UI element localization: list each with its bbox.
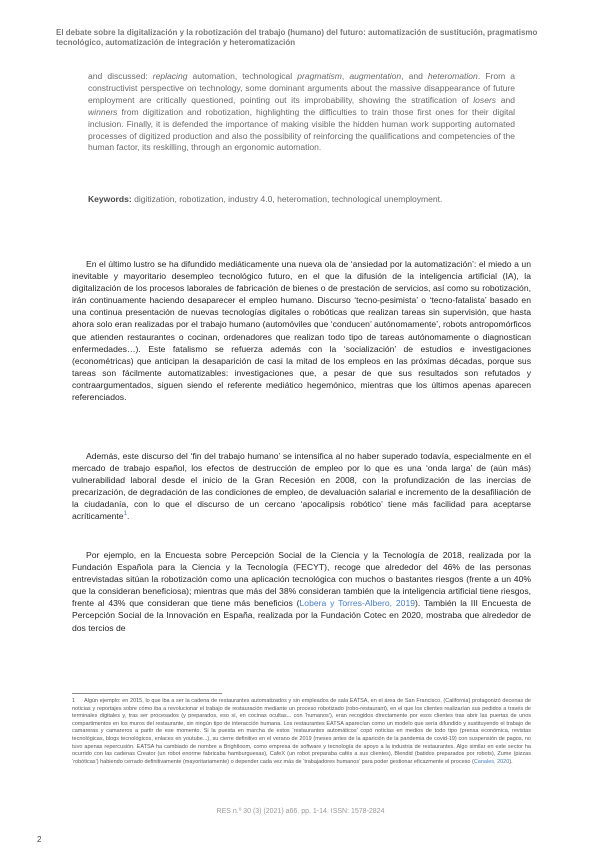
keywords-label: Keywords: <box>88 194 132 204</box>
body-paragraph-2: Además, este discurso del ‘fin del trabajo humano’ se intensifica al no haber superado todavía, especialmente en el mercado de trabajo español, los efectos de destrucción de empleo por lo que es una ‘onda larga’ de (aún más) vulnerabilidad laboral desde el inicio de la Gran Recesión en 2008, con la profundización de las inercias de precarización, de degradación de las condiciones de empleo, de devaluación salarial e incremento de la desafiliación de la ciudadanía, con lo que el discurso de un cercano ‘apocalipsis robótico’ tiene más facilidad para aceptarse acríticamente$^1$. <box>72 451 531 522</box>
journal-citation-footer: RES n.º 30 (3) (2021) a66. pp. 1-14. ISSN: 1578-2824 <box>216 808 385 815</box>
footnote-1: 1 Algún ejemplo: en 2015, lo que iba a ser la cadena de restaurantes automatizados y sin empleados de sala EATSA, en el área de San Francisco, (California) protagonizó decenas de noticias y reportajes sobre cómo iba a revolucionar el trabajo de restauración mediante un proceso robotizado (robo-restaurant), en el que los clientes realizarían sus pedidos a través de terminales digitales y, tras ser procesados (y preparados, eso sí, en cocinas ocultas... con ‘humanos’), eran recogidos directamente por esos clientes tras abrir las puertas de unos compartimentos en los muros del restaurante, sin ningún tipo de interacción humana. Los restaurantes EATSA aparecían como un modelo que sería difundido y sustituyendo el trabajo de camareras y camareros a partir de ese momento. Si la puesta en marcha de estos ‘restaurantes automáticos’ copó noticias en medios de todo tipo (prensa económica, revistas tecnológicas, blogs tecnológicos, enlaces en youtube...), su cierre definitivo en el verano de 2019 (meses antes de la aparición de la pandemia de covid-19) con suspensión de pagos, no tuvo apenas repercusión. EATSA ha cambiado de nombre a Brightloom, como empresa de software y tecnología de apoyo a la industria de restaurantes. Algo similar en este sector ha ocurrido con las cadenas Creator (un robot enorme fabricaba hamburguesas), CafeX (un robot preparaba cafés a sus clientes), Blendid (batidos preparados por robots), Zume (pizzas ‘robóticas’) habiendo cerrado definitivamente (mayoritariamente) o depender cada vez más de ‘trabajadores humanos’ para poder gestionar eficazmente el proceso (Canales, 2020). <box>72 698 531 765</box>
footnote-number: 1 <box>72 698 76 704</box>
citation-link-lobera[interactable]: Lobera y Torres-Albero, 2019 <box>299 598 416 609</box>
page-number: 2 <box>37 835 42 844</box>
footnote-ref-1[interactable]: 1 <box>123 511 127 518</box>
keywords <box>88 194 515 206</box>
body-paragraph-3: Por ejemplo, en la Encuesta sobre Percepción Social de la Ciencia y la Tecnología de 2018, realizada por la Fundación Española para la Ciencia y la Tecnología (FECYT), recoge que alrededor del 46% de las personas entrevistadas sitúan la robotización como una aplicación tecnológica con muchos o bastantes riesgos (frente a un 40% que la consideran beneficiosa); mientras que más del 38% consideran también que la inteligencia artificial tiene riesgos, frente al 43% que consideran que tiene más beneficios (Lobera y Torres-Albero, 2019). También la III Encuesta de Percepción Social de la Innovación en España, realizada por la Fundación Cotec en 2020, mostraba que alrededor de dos tercios de <box>72 550 531 633</box>
running-header: El debate sobre la digitalización y la robotización del trabajo (humano) del futuro: automatización de sustitución, pragmatismo tecnológico, automatización de integración y heteromatización <box>56 28 538 47</box>
keywords-list: digitization, robotization, industry 4.0, heteromation, technological unemployment. <box>131 194 443 204</box>
body-paragraph-1: En el último lustro se ha difundido mediáticamente una nueva ola de ‘ansiedad por la automatización’: el miedo a un inevitable y mayoritario desempleo tecnológico futuro, en el que la difusión de la inteligencia artificial (IA), la digitalización de los procesos laborales de fabricación de bienes o de prestación de servicios, así como su robotización, irán continuamente haciendo desaparecer el empleo humano. Discurso ‘tecno-pesimista’ o ‘tecno-fatalista’ basado en una continua presentación de nuevas tecnologías digitales o robóticas que realizan tareas sin supervisión, que hasta ahora solo eran realizadas por el trabajo humano (automóviles que ‘conducen’ autónomamente’, robots antropomórficos que atienden restaurantes o cocinan, ordenadores que realizan todo tipo de tareas autónomamente o diagnostican enfermedades…). Este fatalismo se refuerza además con la ‘socialización’ de estudios e investigaciones (econométricas) que anticipan la desaparición de casi la mitad de los empleos en las próximas décadas, porque sus tareas son fácilmente automatizables: investigaciones que, a pesar de que sus resultados son refutados y contraargumentados, siguen siendo el referente mediático hegemónico, mientras que los últimos apenas aparecen referenciados. <box>72 259 531 403</box>
footnote-divider <box>72 693 222 694</box>
abstract-text: and discussed: replacing automation, technological pragmatism, augmentation, and heteromation. From a constructivist perspective on technology, some dominant arguments about the massive disappearance of future employment are critically questioned, pointing out its improbability, showing the stratification of losers and winners from digitization and robotization, highlighting the difficulties to train those first ones for their digital inclusion. Finally, it is defended the importance of making visible the hidden human work supporting automated processes of digitized production and also the possibility of reinforcing the qualifications and competencies of the human factor, its reskilling, through an ergonomic automation. <box>88 71 516 153</box>
citation-link-canales[interactable]: Canales, 2020 <box>473 758 510 765</box>
